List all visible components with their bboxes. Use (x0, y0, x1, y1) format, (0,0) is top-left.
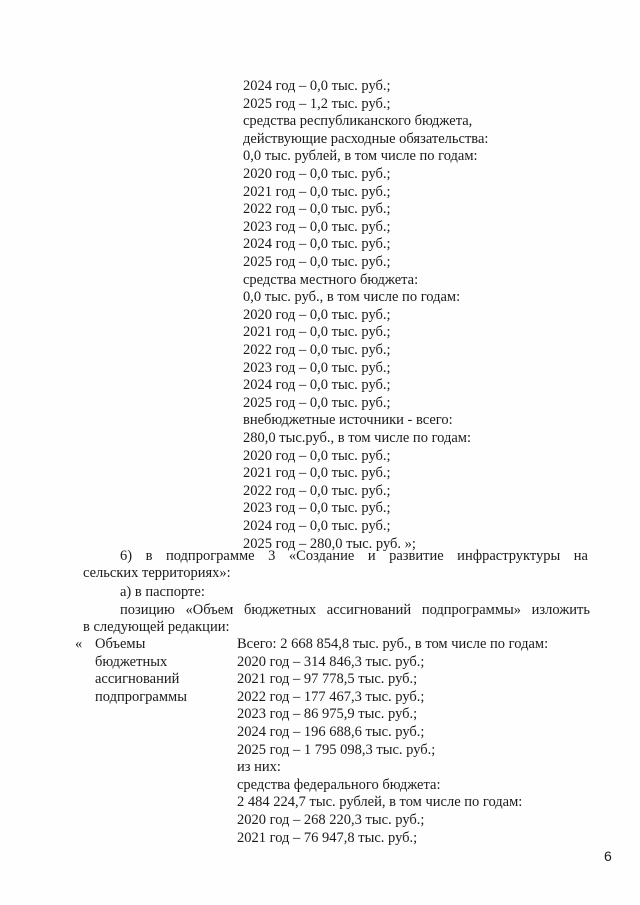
funding-line: 2024 год – 0,0 тыс. руб.; (243, 377, 391, 394)
funding-line: 2021 год – 0,0 тыс. руб.; (243, 324, 391, 341)
funding-line: 2020 год – 0,0 тыс. руб.; (243, 166, 391, 182)
position-line-1: позицию «Объем бюджетных ассигнований подпрограммы» изложить (120, 602, 590, 618)
budget-line: 2021 год – 76 947,8 тыс. руб.; (237, 829, 418, 846)
funding-line: 2024 год – 0,0 тыс. руб.; (243, 518, 391, 534)
funding-line: 2023 год – 0,0 тыс. руб.; (243, 218, 391, 235)
funding-line: 2022 год – 0,0 тыс. руб.; (243, 482, 391, 499)
funding-line: 2021 год – 0,0 тыс. руб.; (243, 183, 391, 200)
funding-line: 2025 год – 1,2 тыс. руб.; (243, 95, 391, 112)
funding-line: 2022 год – 0,0 тыс. руб.; (243, 201, 391, 218)
funding-line: 2023 год – 0,0 тыс. руб.; (243, 359, 391, 376)
funding-line: 2024 год – 0,0 тыс. руб.; (243, 78, 391, 94)
funding-line: средства местного бюджета: (243, 271, 419, 288)
budget-line: 2024 год – 196 688,6 тыс. руб.; (237, 724, 425, 740)
funding-line: 0,0 тыс. руб., в том числе по годам: (243, 289, 461, 306)
funding-line: 2020 год – 0,0 тыс. руб.; (243, 306, 391, 323)
budget-line: 2020 год – 268 220,3 тыс. руб.; (237, 812, 425, 828)
paragraph-6-line-1: 6) в подпрограмме 3 «Создание и развитие инфраструктуры на (120, 548, 588, 564)
funding-line: 2022 год – 0,0 тыс. руб.; (243, 342, 391, 358)
budget-line: 2023 год – 86 975,9 тыс. руб.; (237, 706, 418, 723)
budget-line: 2020 год – 314 846,3 тыс. руб.; (237, 653, 425, 670)
label-line: подпрограммы (95, 688, 187, 705)
position-line-2: в следующей редакции: (83, 619, 230, 635)
label-line: бюджетных (95, 653, 168, 670)
funding-line: 2025 год – 0,0 тыс. руб.; (243, 254, 391, 270)
budget-line: 2 484 224,7 тыс. рублей, в том числе по годам: (237, 794, 523, 811)
budget-line: 2021 год – 97 778,5 тыс. руб.; (237, 671, 418, 688)
page-number: 6 (604, 848, 612, 864)
budget-line: средства федерального бюджета: (237, 776, 441, 793)
label-line: Объемы (95, 636, 146, 652)
funding-line: 0,0 тыс. рублей, в том числе по годам: (243, 148, 478, 165)
funding-line: средства республиканского бюджета, (243, 113, 473, 130)
funding-line: 280,0 тыс.руб., в том числе по годам: (243, 430, 472, 446)
budget-line: Всего: 2 668 854,8 тыс. руб., в том числе по годам: (237, 636, 549, 652)
paragraph-a: а) в паспорте: (120, 584, 205, 600)
label-line: ассигнований (95, 671, 180, 688)
budget-line: из них: (237, 759, 281, 776)
funding-line: 2025 год – 0,0 тыс. руб.; (243, 394, 391, 411)
funding-line: 2020 год – 0,0 тыс. руб.; (243, 447, 391, 464)
budget-line: 2025 год – 1 795 098,3 тыс. руб.; (237, 741, 436, 758)
funding-line: внебюджетные источники - всего: (243, 412, 453, 429)
funding-line: 2024 год – 0,0 тыс. руб.; (243, 236, 391, 253)
paragraph-6-line-2: сельских территориях»: (83, 565, 231, 581)
funding-line: 2023 год – 0,0 тыс. руб.; (243, 500, 391, 517)
opening-quote: « (75, 636, 83, 652)
budget-line: 2022 год – 177 467,3 тыс. руб.; (237, 688, 425, 705)
funding-line: 2021 год – 0,0 тыс. руб.; (243, 465, 391, 482)
funding-line: 2025 год – 280,0 тыс. руб. »; (243, 535, 416, 552)
funding-line: действующие расходные обязательства: (243, 130, 489, 147)
